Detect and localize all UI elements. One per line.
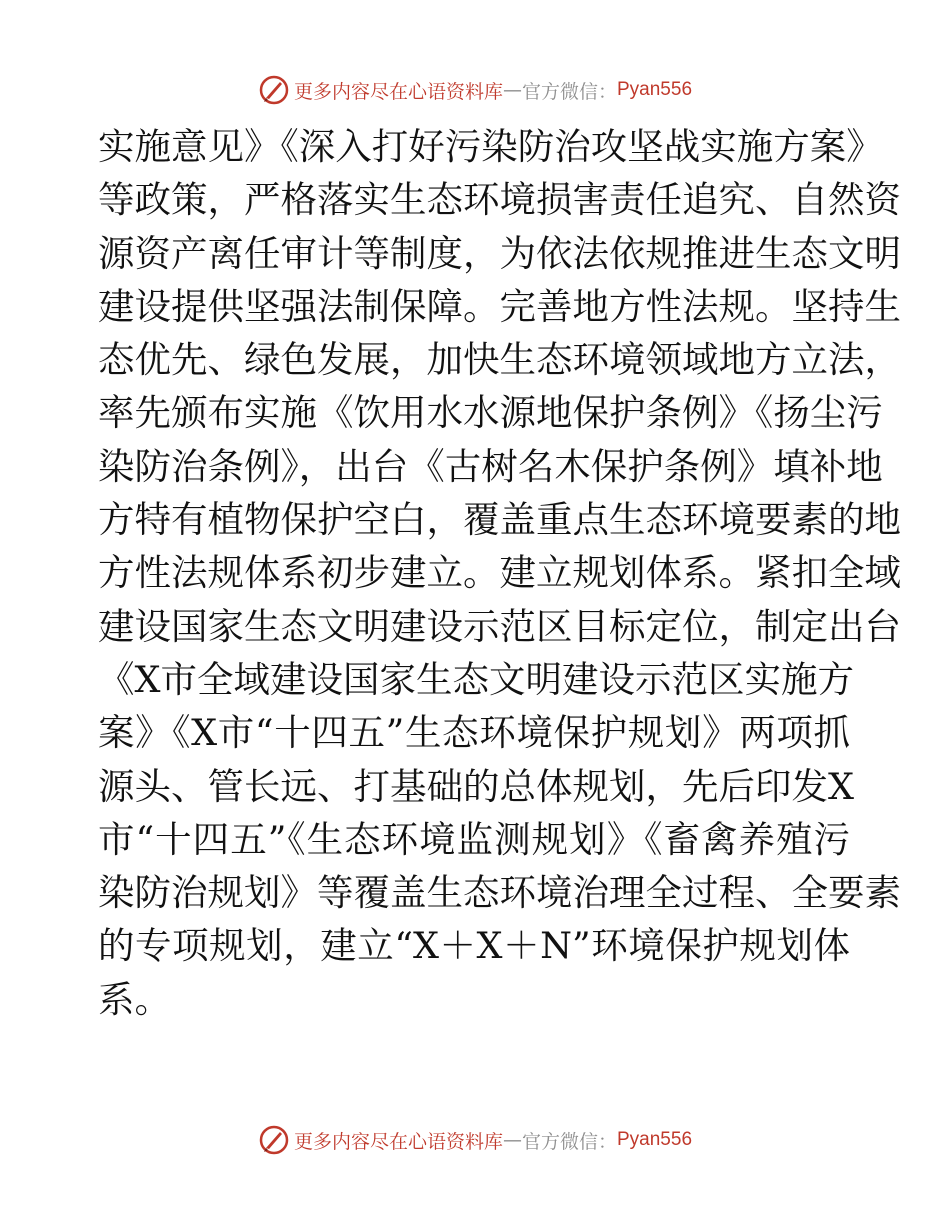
footer-wechat-account: Pyan556: [617, 1129, 693, 1150]
body-line: 源资产离任审计等制度，为依法依规推进生态文明: [98, 231, 901, 275]
body-line: 系。: [98, 977, 171, 1021]
body-line: 态优先、绿色发展，加快生态环境领域地方立法，: [98, 338, 901, 382]
quill-logo-icon: [258, 1124, 290, 1156]
body-line: 等政策，严格落实生态环境损害责任追究、自然资: [98, 178, 901, 222]
body-paragraph: [98, 120, 901, 1026]
quill-logo-icon: [258, 74, 290, 106]
body-line: 染防治条例》，出台《古树名木保护条例》填补地: [98, 444, 883, 488]
header-wechat-label: 官方微信：: [521, 80, 617, 103]
header-wechat-account: Pyan556: [617, 79, 693, 100]
body-line: 《X市全域建设国家生态文明建设示范区实施方: [98, 657, 854, 701]
header-promo-text: 更多内容尽在心语资料库: [293, 80, 503, 103]
body-line: 建设提供坚强法制保障。完善地方性法规。坚持生: [98, 284, 901, 328]
header-watermark: [0, 70, 950, 110]
body-line: 方特有植物保护空白，覆盖重点生态环境要素的地: [98, 498, 901, 542]
body-line: 的专项规划，建立“X＋X＋N”环境保护规划体: [98, 924, 850, 968]
body-line: 建设国家生态文明建设示范区目标定位，制定出台: [98, 604, 901, 648]
header-dash: —: [502, 79, 522, 101]
body-line: 案》《X市“十四五”生态环境保护规划》两项抓: [98, 711, 850, 755]
footer-wechat-label: 官方微信：: [521, 1130, 617, 1153]
body-line: 源头、管长远、打基础的总体规划，先后印发X: [98, 764, 854, 808]
footer-dash: —: [502, 1129, 522, 1151]
body-line: 率先颁布实施《饮用水水源地保护条例》《扬尘污: [98, 391, 883, 435]
body-line: 染防治规划》等覆盖生态环境治理全过程、全要素: [98, 871, 901, 915]
body-line: 方性法规体系初步建立。建立规划体系。紧扣全域: [98, 551, 901, 595]
footer-watermark: [0, 1120, 950, 1160]
footer-promo-text: 更多内容尽在心语资料库: [293, 1130, 503, 1153]
body-line: 实施意见》《深入打好污染防治攻坚战实施方案》: [98, 125, 883, 168]
body-line: 市“十四五”《生态环境监测规划》《畜禽养殖污: [98, 817, 850, 861]
